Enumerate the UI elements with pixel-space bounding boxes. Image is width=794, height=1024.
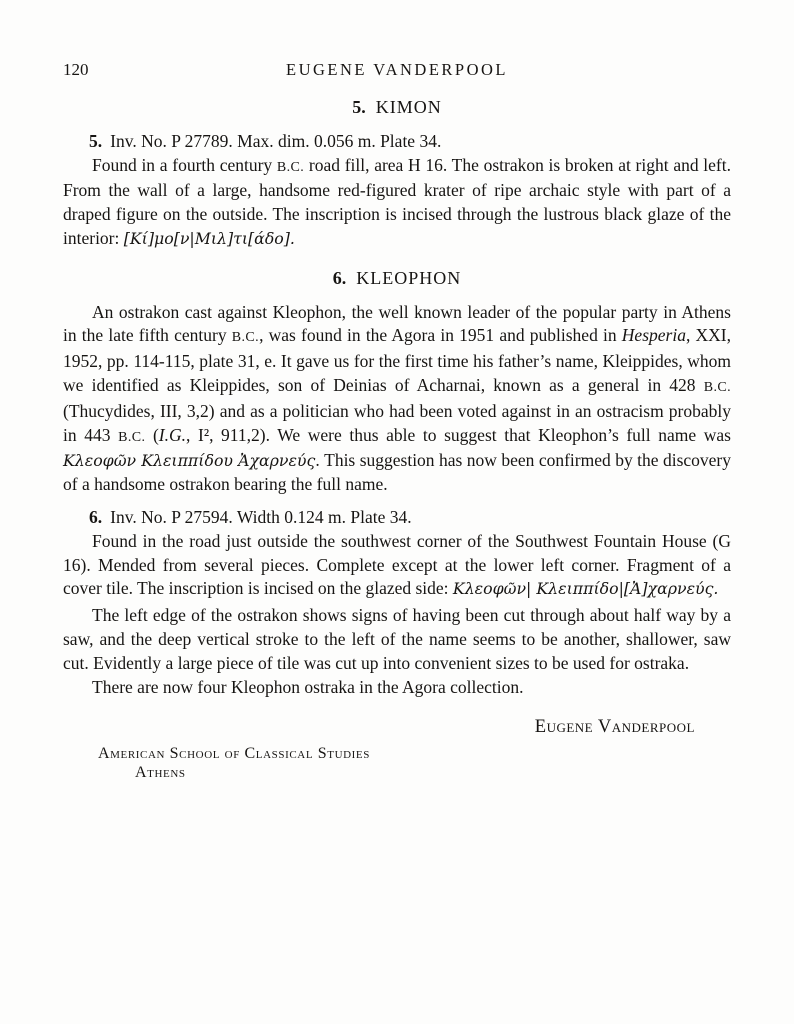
section-heading-kimon [63, 96, 731, 120]
section-number: 5. [352, 97, 366, 117]
catalog-entry-kimon [63, 130, 731, 154]
catalog-entry-text: Inv. No. P 27789. Max. dim. 0.056 m. Plate 34. [110, 130, 442, 151]
author-signature-block [63, 715, 731, 740]
kimon-description-paragraph: Found in a fourth century B.C. road fill, area H 16. The ostrakon is broken at right and left. From the wall of a large, handsome red-figured krater of ripe archaic style with part of a draped figure on the outside. The inscription is incised through the lustrous black glaze of the interior: [Κί]μο[ν|Μιλ]τι[άδο]. [63, 154, 731, 248]
author-signature: Eugene Vanderpool [534, 717, 695, 738]
kleophon-sawcut-paragraph: The left edge of the ostrakon shows signs of having been cut through about half way by a saw, and the deep vertical stroke to the left of the name seems to be another, shallower, saw cut. Evidently a large piece of tile was cut up into convenient sizes to be used for ostraka. [63, 605, 731, 673]
page-number: 120 [63, 60, 89, 79]
section-title: KLEOPHON [356, 267, 462, 288]
section-heading-kleophon [63, 267, 731, 291]
affiliation-institution: American School of Classical Studies [98, 745, 370, 763]
catalog-entry-number: 5. [89, 130, 103, 151]
running-head-author: EUGENE VANDERPOOL [285, 60, 509, 79]
section-number: 6. [332, 267, 347, 288]
kleophon-collection-paragraph: There are now four Kleophon ostraka in the Agora collection. [92, 676, 524, 697]
catalog-entry-number: 6. [89, 506, 103, 527]
catalog-entry-kleophon [63, 506, 731, 530]
running-header [63, 58, 731, 82]
catalog-entry-text: Inv. No. P 27594. Width 0.124 m. Plate 34. [110, 506, 412, 527]
kleophon-findspot-paragraph: Found in the road just outside the southwest corner of the Southwest Fountain House (G 16). Mended from several pieces. Complete except at the lower left corner. Fragment of a cover tile. The inscription is incised on the glazed side: Κλεοφῶν| Κλειππίδο|[Ἀ]χαρνεύς. [63, 530, 731, 599]
affiliation-city: Athens [135, 764, 186, 782]
section-title: KIMON [375, 97, 442, 117]
affiliation-block [63, 744, 731, 782]
kleophon-intro-paragraph: An ostrakon cast against Kleophon, the well known leader of the popular party in Athens in the late fifth century B.C., was found in the Agora in 1951 and published in Hesperia, XXI, 1952, pp. 114-115, plate 31, e. It gave us for the first time his father’s name, Kleippides, whom we identified as Kleippides, son of Deinias of Acharnai, known as a general in 428 B.C. (Thucydides, III, 3,2) and as a politician who had been voted against in an ostracism probably in 443 B.C. (I.G., I², 911,2). We were thus able to suggest that Kleophon’s full name was Κλεοφῶν Κλειππίδου Ἀχαρνεύς. This suggestion has now been confirmed by the discovery of a handsome ostrakon bearing the full name. [63, 301, 731, 495]
